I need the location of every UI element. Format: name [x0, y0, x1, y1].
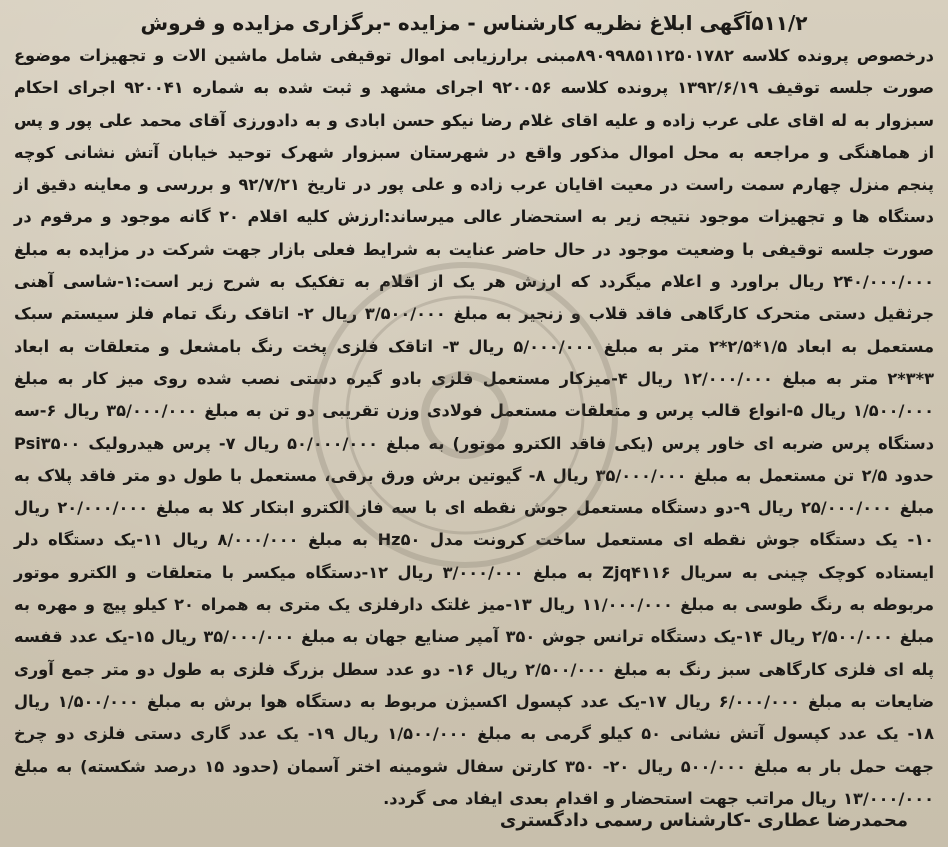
notice-signature: محمدرضا عطاری -کارشناس رسمی دادگستری — [499, 810, 908, 831]
notice-body: درخصوص پرونده کلاسه ۸۹۰۹۹۸۵۱۱۲۵۰۱۷۸۲مبنی برارزیابی اموال توقیفی شامل ماشین الات و تجهیزات موضوع صورت جلسه توقیف ۱۳۹۲/۶/۱۹ پرونده کلاسه ۹۲۰۰۵۶ اجرای مشهد و ثبت شده به شماره ۹۲۰۰۴۱ اجرای احکام سبزوار به له اقای علی عرب زاده و علیه اقای غلام رضا نیکو حسن ابادی و به دادورزی آقای محمد علی پور و پس از هماهنگی و مراجعه به محل اموال مذکور واقع در شهرستان سبزوار شهرک توحید خیابان آتش نشانی کوچه پنجم منزل چهارم سمت راست در معیت اقایان عرب زاده و علی پور در تاریخ ۹۲/۷/۲۱ و بررسی و معاینه دقیق از دستگاه ها و تجهیزات موجود نتیجه زیر به استحضار عالی میرساند:ارزش کلیه اقلام ۲۰ گانه موجود و مرقوم در صورت جلسه توقیفی با وضعیت موجود در حال حاضر عنایت به شرایط فعلی بازار جهت شرکت در مزایده به مبلغ ۲۴۰/۰۰۰/۰۰۰ ریال براورد و اعلام میگردد که ارزش هر یک از اقلام به تفکیک به شرح زیر است:۱-شاسی آهنی جرثقیل دستی متحرک کارگاهی فاقد قلاب و زنجیر به مبلغ ۳/۵۰۰/۰۰۰ ریال ۲- اتاقک رنگ تمام فلز سیستم سبک مستعمل به ابعاد ۱/۵*۲/۵*۲ متر به مبلغ ۵/۰۰۰/۰۰۰ ریال ۳- اتاقک فلزی پخت رنگ بامشعل و متعلقات به ابعاد ۳*۳*۲ متر به مبلغ ۱۲/۰۰۰/۰۰۰ ریال ۴-میزکار مستعمل فلزی بادو گیره دستی نصب شده روی میز کار به مبلغ ۱/۵۰۰/۰۰۰ ریال ۵-انواع قالب پرس و متعلقات مستعمل فولادی وزن تقریبی دو تن به مبلغ ۳۵/۰۰۰/۰۰۰ ریال ۶-سه دستگاه پرس ضربه ای خاور پرس (یکی فاقد الکترو موتور) به مبلغ ۵۰/۰۰۰/۰۰۰ ریال ۷- پرس هیدرولیک Psi۳۵۰۰ حدود ۲/۵ تن مستعمل به مبلغ ۳۵/۰۰۰/۰۰۰ ریال ۸- گیوتین برش ورق برقی، مستعمل با طول دو متر فاقد پلاک به مبلغ ۲۵/۰۰۰/۰۰۰ ریال ۹-دو دستگاه مستعمل جوش نقطه ای با سه فاز الکترو ابتکار کلا به مبلغ ۲۰/۰۰۰/۰۰۰ ریال ۱۰- یک دستگاه جوش نقطه ای مستعمل ساخت کرونت مدل Hz۵۰ به مبلغ ۸/۰۰۰/۰۰۰ ریال ۱۱-یک دستگاه دلر ایستاده کوچک چینی به سریال Zjq۴۱۱۶ به مبلغ ۳/۰۰۰/۰۰۰ ریال ۱۲-دستگاه میکسر با متعلقات و الکترو موتور مربوطه به رنگ طوسی به مبلغ ۱۱/۰۰۰/۰۰۰ ریال ۱۳-میز غلتک دارفلزی یک متری به همراه ۲۰ کیلو پیچ و مهره به مبلغ ۲/۵۰۰/۰۰۰ ریال ۱۴-یک دستگاه ترانس جوش ۳۵۰ آمپر صنایع جهان به مبلغ ۳۵/۰۰۰/۰۰۰ ریال ۱۵-یک عدد قفسه پله ای فلزی کارگاهی سبز رنگ به مبلغ ۲/۵۰۰/۰۰۰ ریال ۱۶- دو عدد سطل بزرگ فلزی به طول دو متر جمع آوری ضایعات به مبلغ ۶/۰۰۰/۰۰۰ ریال ۱۷-یک عدد کپسول اکسیژن مربوط به دستگاه هوا برش به مبلغ ۱/۵۰۰/۰۰۰ ریال ۱۸- یک عدد کپسول آتش نشانی ۵۰ کیلو گرمی به مبلغ ۱/۵۰۰/۰۰۰ ریال ۱۹- یک عدد گاری دستی فلزی دو چرخ جهت حمل بار به مبلغ ۵۰۰/۰۰۰ ریال ۲۰- ۳۵۰ کارتن سفال شومینه اختر آسمان (حدود ۱۵ درصد شکسته) به مبلغ ۱۳/۰۰۰/۰۰۰ ریال مراتب جهت استحضار و اقدام بعدی ایفاد می گردد. — [14, 46, 935, 808]
notice-title: ۵۱۱/۲آگهی ابلاغ نظریه کارشناس - مزایده -برگزاری مزایده و فروش — [140, 11, 808, 35]
